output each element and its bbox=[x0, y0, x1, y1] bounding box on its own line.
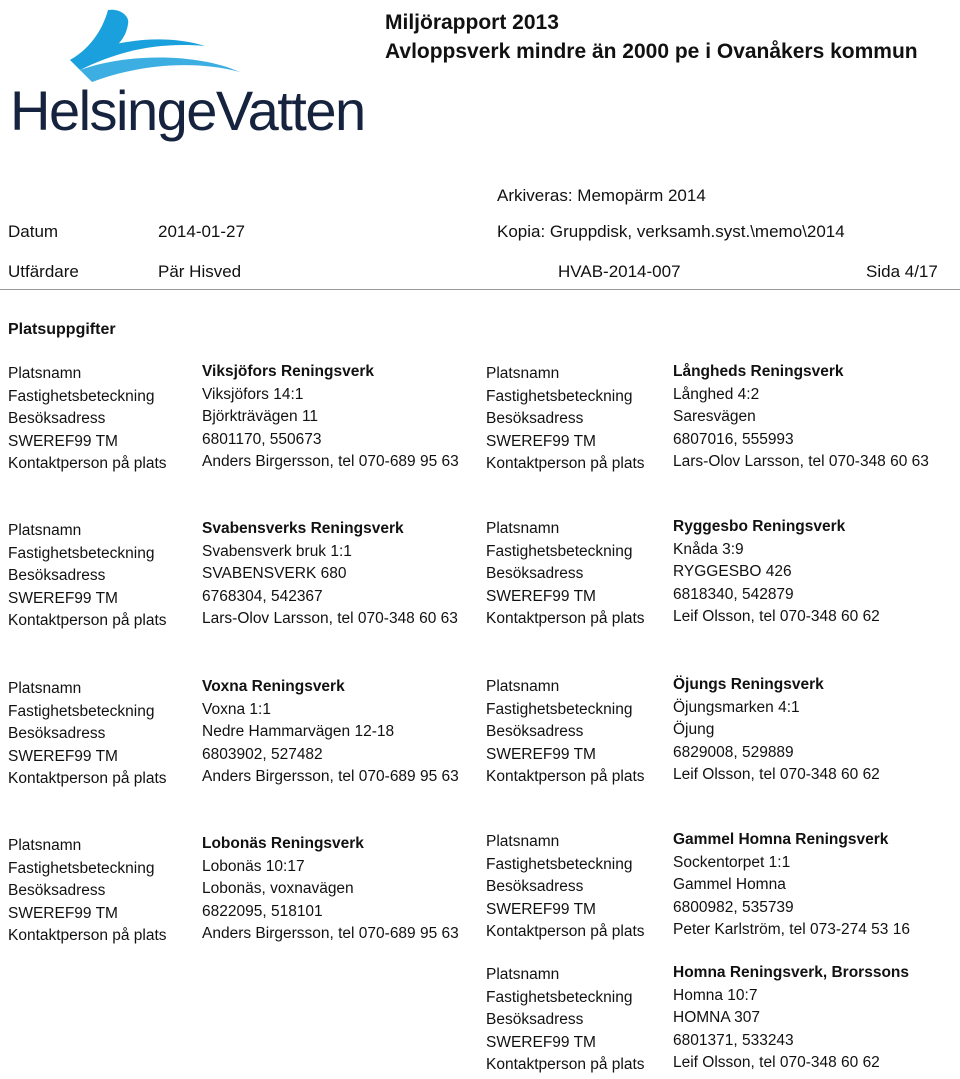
site-name: Homna Reningsverk, Brorssons bbox=[673, 964, 910, 981]
copy-note: Kopia: Gruppdisk, verksamh.syst.\memo\2014 bbox=[497, 222, 845, 241]
site-coords: 6822095, 518101 bbox=[202, 902, 323, 920]
date-label: Datum bbox=[8, 222, 59, 241]
site-contact: Lars-Olov Larsson, tel 070-348 60 63 bbox=[673, 453, 929, 470]
label-fastighet: Fastighetsbeteckning bbox=[8, 387, 155, 405]
label-contact: Kontaktperson på plats bbox=[486, 1056, 645, 1074]
label-fastighet: Fastighetsbeteckning bbox=[486, 542, 633, 560]
issuer-value: Pär Hisved bbox=[158, 262, 242, 281]
label-platsnamn: Platsnamn bbox=[486, 678, 560, 696]
site-contact: Leif Olsson, tel 070-348 60 62 bbox=[673, 766, 880, 783]
site-contact: Anders Birgersson, tel 070-689 95 63 bbox=[202, 453, 459, 470]
site-property: Långhed 4:2 bbox=[673, 385, 760, 403]
section-title: Platsuppgifter bbox=[8, 321, 116, 338]
site-name: Viksjöfors Reningsverk bbox=[202, 363, 375, 380]
label-platsnamn: Platsnamn bbox=[486, 966, 560, 984]
site-contact: Lars-Olov Larsson, tel 070-348 60 63 bbox=[202, 610, 458, 627]
document-id: HVAB-2014-007 bbox=[558, 262, 681, 281]
label-address: Besöksadress bbox=[8, 567, 106, 585]
site-address: Saresvägen bbox=[673, 408, 756, 425]
site-coords: 6803902, 527482 bbox=[202, 745, 323, 763]
site-card bbox=[8, 835, 478, 948]
label-coords: SWEREF99 TM bbox=[8, 589, 118, 607]
site-address: RYGGESBO 426 bbox=[673, 563, 792, 580]
label-platsnamn: Platsnamn bbox=[486, 833, 560, 851]
site-card bbox=[486, 363, 956, 476]
site-property: Homna 10:7 bbox=[673, 986, 758, 1004]
site-property: Voxna 1:1 bbox=[202, 700, 271, 718]
label-address: Besöksadress bbox=[486, 565, 584, 583]
site-name: Öjungs Reningsverk bbox=[673, 676, 824, 693]
label-address: Besöksadress bbox=[486, 878, 584, 896]
label-address: Besöksadress bbox=[486, 410, 584, 428]
site-property: Lobonäs 10:17 bbox=[202, 857, 305, 875]
site-coords: 6800982, 535739 bbox=[673, 898, 794, 916]
site-address: SVABENSVERK 680 bbox=[202, 565, 347, 582]
page-number: Sida 4/17 bbox=[866, 262, 938, 281]
site-name: Gammel Homna Reningsverk bbox=[673, 831, 889, 848]
site-contact: Leif Olsson, tel 070-348 60 62 bbox=[673, 608, 880, 625]
drop-swoosh-icon bbox=[70, 10, 240, 82]
site-card bbox=[8, 678, 478, 791]
site-address: HOMNA 307 bbox=[673, 1009, 761, 1026]
label-coords: SWEREF99 TM bbox=[8, 747, 118, 765]
site-card bbox=[8, 363, 478, 476]
label-fastighet: Fastighetsbeteckning bbox=[486, 700, 633, 718]
label-coords: SWEREF99 TM bbox=[8, 432, 118, 450]
site-card bbox=[8, 520, 478, 633]
label-platsnamn: Platsnamn bbox=[8, 522, 82, 540]
site-property: Svabensverk bruk 1:1 bbox=[202, 542, 352, 560]
site-coords: 6829008, 529889 bbox=[673, 743, 794, 761]
label-fastighet: Fastighetsbeteckning bbox=[8, 859, 155, 877]
site-card bbox=[486, 676, 956, 789]
label-contact: Kontaktperson på plats bbox=[486, 923, 645, 941]
site-address: Lobonäs, voxnavägen bbox=[202, 880, 354, 897]
label-coords: SWEREF99 TM bbox=[486, 745, 596, 763]
site-contact: Anders Birgersson, tel 070-689 95 63 bbox=[202, 768, 459, 785]
site-address: Björkträvägen 11 bbox=[202, 408, 319, 425]
site-name: Voxna Reningsverk bbox=[202, 678, 345, 695]
issuer-label: Utfärdare bbox=[8, 262, 79, 281]
site-address: Öjung bbox=[673, 721, 715, 738]
site-contact: Peter Karlström, tel 073-274 53 16 bbox=[673, 921, 910, 938]
label-fastighet: Fastighetsbeteckning bbox=[8, 702, 155, 720]
label-address: Besöksadress bbox=[486, 1011, 584, 1029]
label-contact: Kontaktperson på plats bbox=[8, 770, 167, 788]
document-title bbox=[385, 8, 918, 66]
label-contact: Kontaktperson på plats bbox=[8, 612, 167, 630]
site-contact: Leif Olsson, tel 070-348 60 62 bbox=[673, 1054, 880, 1071]
label-platsnamn: Platsnamn bbox=[8, 837, 82, 855]
site-coords: 6818340, 542879 bbox=[673, 585, 794, 603]
label-contact: Kontaktperson på plats bbox=[8, 455, 167, 473]
label-coords: SWEREF99 TM bbox=[486, 587, 596, 605]
date-value: 2014-01-27 bbox=[158, 222, 245, 241]
site-address: Nedre Hammarvägen 12-18 bbox=[202, 723, 395, 740]
label-address: Besöksadress bbox=[8, 410, 106, 428]
label-contact: Kontaktperson på plats bbox=[8, 927, 167, 945]
site-property: Sockentorpet 1:1 bbox=[673, 853, 791, 871]
label-platsnamn: Platsnamn bbox=[8, 680, 82, 698]
site-name: Svabensverks Reningsverk bbox=[202, 520, 404, 537]
site-property: Viksjöfors 14:1 bbox=[202, 385, 304, 403]
site-property: Öjungsmarken 4:1 bbox=[673, 698, 800, 716]
logo-wordmark: HelsingeVatten bbox=[10, 79, 365, 142]
label-address: Besöksadress bbox=[8, 882, 106, 900]
site-contact: Anders Birgersson, tel 070-689 95 63 bbox=[202, 925, 459, 942]
site-name: Ryggesbo Reningsverk bbox=[673, 518, 846, 535]
archive-note: Arkiveras: Memopärm 2014 bbox=[497, 186, 706, 205]
label-contact: Kontaktperson på plats bbox=[486, 768, 645, 786]
label-coords: SWEREF99 TM bbox=[486, 432, 596, 450]
label-contact: Kontaktperson på plats bbox=[486, 455, 645, 473]
title-line-1: Miljörapport 2013 bbox=[385, 11, 559, 34]
site-card bbox=[486, 964, 956, 1077]
label-platsnamn: Platsnamn bbox=[486, 520, 560, 538]
label-platsnamn: Platsnamn bbox=[8, 365, 82, 383]
label-coords: SWEREF99 TM bbox=[486, 900, 596, 918]
site-property: Knåda 3:9 bbox=[673, 540, 744, 558]
label-coords: SWEREF99 TM bbox=[486, 1033, 596, 1051]
label-fastighet: Fastighetsbeteckning bbox=[486, 855, 633, 873]
site-coords: 6807016, 555993 bbox=[673, 430, 794, 448]
label-fastighet: Fastighetsbeteckning bbox=[8, 544, 155, 562]
site-coords: 6801371, 533243 bbox=[673, 1031, 794, 1049]
label-address: Besöksadress bbox=[486, 723, 584, 741]
label-coords: SWEREF99 TM bbox=[8, 904, 118, 922]
site-coords: 6801170, 550673 bbox=[202, 430, 322, 448]
site-address: Gammel Homna bbox=[673, 876, 786, 893]
label-contact: Kontaktperson på plats bbox=[486, 610, 645, 628]
label-address: Besöksadress bbox=[8, 725, 106, 743]
label-fastighet: Fastighetsbeteckning bbox=[486, 988, 633, 1006]
site-card bbox=[486, 518, 956, 631]
site-card bbox=[486, 831, 956, 944]
site-coords: 6768304, 542367 bbox=[202, 587, 323, 605]
site-name: Lobonäs Reningsverk bbox=[202, 835, 364, 852]
label-platsnamn: Platsnamn bbox=[486, 365, 560, 383]
label-fastighet: Fastighetsbeteckning bbox=[486, 387, 633, 405]
header-divider bbox=[0, 289, 960, 290]
title-line-2: Avloppsverk mindre än 2000 pe i Ovanåkers kommun bbox=[385, 40, 918, 63]
site-name: Långheds Reningsverk bbox=[673, 363, 844, 380]
